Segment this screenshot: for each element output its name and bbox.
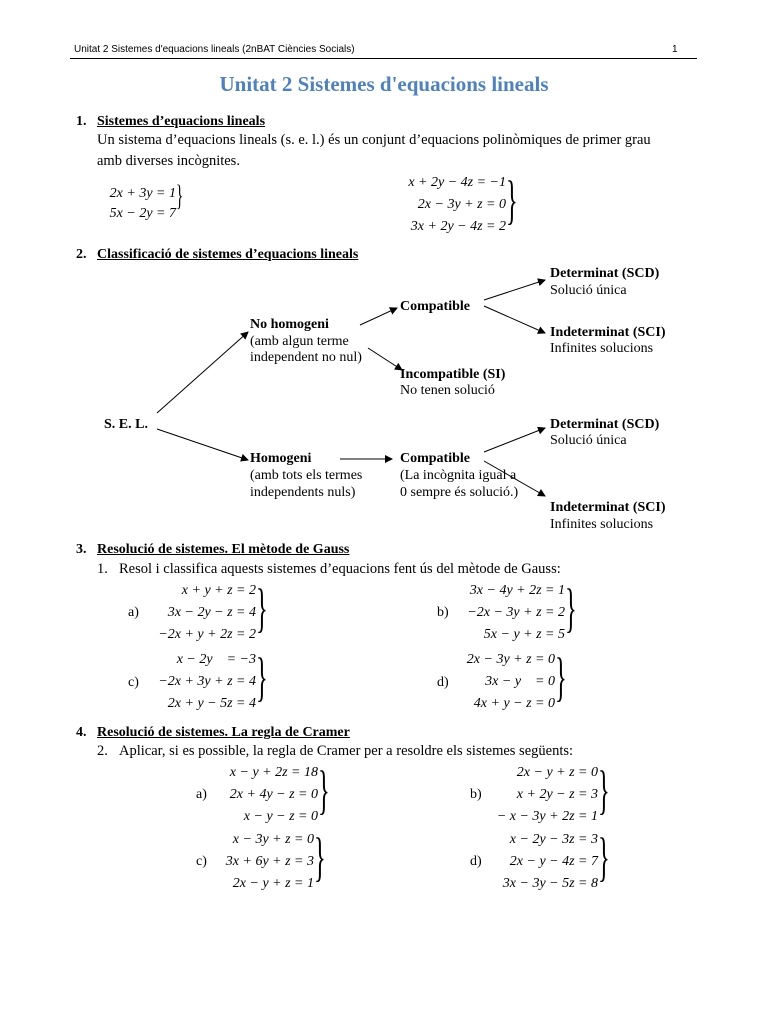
compatible-2-line2: 0 sempre és solució.) <box>400 485 519 500</box>
section-3-heading: Resolució de sistemes. El mètode de Gauss <box>97 542 350 557</box>
gauss-c-eq-3: 2x + y − 5z = 4 <box>167 696 256 711</box>
cramer-a-eq-1: x − y + 2z = 18 <box>229 765 318 780</box>
gauss-b-eq-2: −2x − 3y + z = 2 <box>467 605 565 620</box>
cramer-a-eq-2: 2x + 4y − z = 0 <box>229 787 318 802</box>
arrow-compatible-scd-2 <box>484 428 545 452</box>
cramer-a-brace: } <box>318 760 330 820</box>
cramer-b-eq-3: − x − 3y + 2z = 1 <box>496 809 598 824</box>
example-2-eq-2: 2x − 3y + z = 0 <box>417 197 506 212</box>
section-4-number: 4. <box>76 725 87 740</box>
example-1-eq-1: 2x + 3y = 1 <box>109 186 176 201</box>
section-2-number: 2. <box>76 247 87 262</box>
cramer-a-eq-3: x − y − z = 0 <box>243 809 318 824</box>
homogeni-title: Homogeni <box>250 451 312 466</box>
sci-2-line1: Infinites solucions <box>550 517 654 532</box>
gauss-a-brace: } <box>256 578 268 638</box>
cramer-c-eq-1: x − 3y + z = 0 <box>232 832 314 847</box>
running-header: Unitat 2 Sistemes d'equacions lineals (2nBAT Ciències Socials) <box>74 44 355 55</box>
example-1-brace: } <box>176 179 184 212</box>
gauss-d-eq-3: 4x + y − z = 0 <box>473 696 555 711</box>
gauss-a-eq-1: x + y + z = 2 <box>181 583 256 598</box>
gauss-a-eq-2: 3x − 2y − z = 4 <box>167 605 256 620</box>
gauss-b-label: b) <box>437 605 449 620</box>
cramer-a-label: a) <box>196 787 207 802</box>
gauss-d-brace: } <box>555 647 567 707</box>
gauss-d-label: d) <box>437 675 449 690</box>
exercise-1-number: 1. <box>97 561 108 577</box>
cramer-c-eq-2: 3x + 6y + z = 3 <box>225 854 314 869</box>
sel-label: S. E. L. <box>104 417 148 432</box>
arrow-nohomogeni-compatible <box>360 308 397 325</box>
section-1-paragraph-line2: amb diverses incògnites. <box>97 153 240 169</box>
gauss-c-label: c) <box>128 675 139 690</box>
cramer-b-eq-2: x + 2y − z = 3 <box>516 787 598 802</box>
scd-1-title: Determinat (SCD) <box>550 266 660 281</box>
gauss-b-eq-3: 5x − y + z = 5 <box>483 627 565 642</box>
page-number: 1 <box>672 44 678 55</box>
exercise-2-text: Aplicar, si es possible, la regla de Cramer per a resoldre els sistemes següents: <box>119 743 574 759</box>
exercise-2-number: 2. <box>97 743 108 759</box>
sci-2-title: Indeterminat (SCI) <box>550 500 666 515</box>
gauss-c-eq-1: x − 2y = −3 <box>176 652 256 667</box>
gauss-b-brace: } <box>565 578 577 638</box>
gauss-d-eq-1: 2x − 3y + z = 0 <box>466 652 555 667</box>
example-2-eq-1: x + 2y − 4z = −1 <box>408 175 506 190</box>
cramer-b-label: b) <box>470 787 482 802</box>
cramer-c-brace: } <box>314 827 326 887</box>
cramer-d-eq-3: 3x − 3y − 5z = 8 <box>502 876 598 891</box>
homogeni-line2: independents nuls) <box>250 485 356 500</box>
exercise-1-text: Resol i classifica aquests sistemes d’equacions fent ús del mètode de Gauss: <box>119 561 561 577</box>
arrow-sel-nohomogeni <box>157 332 248 413</box>
incompatible-title: Incompatible (SI) <box>400 367 506 382</box>
section-4-heading: Resolució de sistemes. La regla de Cramer <box>97 725 350 740</box>
example-1-eq-2: 5x − 2y = 7 <box>109 206 176 221</box>
example-2-brace: } <box>506 170 518 230</box>
gauss-a-label: a) <box>128 605 139 620</box>
section-1-heading: Sistemes d’equacions lineals <box>97 114 266 129</box>
gauss-c-eq-2: −2x + 3y + z = 4 <box>158 674 256 689</box>
cramer-b-eq-1: 2x − y + z = 0 <box>516 765 598 780</box>
section-1-number: 1. <box>76 114 87 129</box>
no-homogeni-line1: (amb algun terme <box>250 334 349 349</box>
section-2-heading: Classificació de sistemes d’equacions lineals <box>97 247 359 262</box>
scd-1-line1: Solució única <box>550 283 627 298</box>
compatible-2-title: Compatible <box>400 451 470 466</box>
compatible-1-title: Compatible <box>400 299 470 314</box>
incompatible-line1: No tenen solució <box>400 383 495 398</box>
no-homogeni-line2: independent no nul) <box>250 350 362 365</box>
arrow-compatible-sci-1 <box>484 306 545 333</box>
no-homogeni-title: No homogeni <box>250 317 329 332</box>
page-title: Unitat 2 Sistemes d'equacions lineals <box>219 72 549 96</box>
cramer-d-label: d) <box>470 854 482 869</box>
gauss-c-brace: } <box>256 647 268 707</box>
compatible-2-line1: (La incògnita igual a <box>400 468 517 483</box>
section-1-paragraph-line1: Un sistema d’equacions lineals (s. e. l.) és un conjunt d’equacions polinòmiques de primer grau <box>97 132 651 148</box>
gauss-a-eq-3: −2x + y + 2z = 2 <box>158 627 256 642</box>
scd-2-line1: Solució única <box>550 433 627 448</box>
gauss-b-eq-1: 3x − 4y + 2z = 1 <box>469 583 565 598</box>
cramer-d-brace: } <box>598 827 610 887</box>
example-2-eq-3: 3x + 2y − 4z = 2 <box>410 219 506 234</box>
cramer-d-eq-1: x − 2y − 3z = 3 <box>509 832 598 847</box>
scd-2-title: Determinat (SCD) <box>550 417 660 432</box>
arrow-sel-homogeni <box>157 429 248 460</box>
arrow-nohomogeni-incompatible <box>368 348 402 370</box>
cramer-b-brace: } <box>598 760 610 820</box>
homogeni-line1: (amb tots els termes <box>250 468 363 483</box>
cramer-c-eq-3: 2x − y + z = 1 <box>232 876 314 891</box>
gauss-d-eq-2: 3x − y = 0 <box>485 674 555 689</box>
cramer-d-eq-2: 2x − y − 4z = 7 <box>509 854 598 869</box>
sci-1-line1: Infinites solucions <box>550 341 654 356</box>
cramer-c-label: c) <box>196 854 207 869</box>
sci-1-title: Indeterminat (SCI) <box>550 325 666 340</box>
arrow-compatible-scd-1 <box>484 280 545 300</box>
section-3-number: 3. <box>76 542 87 557</box>
